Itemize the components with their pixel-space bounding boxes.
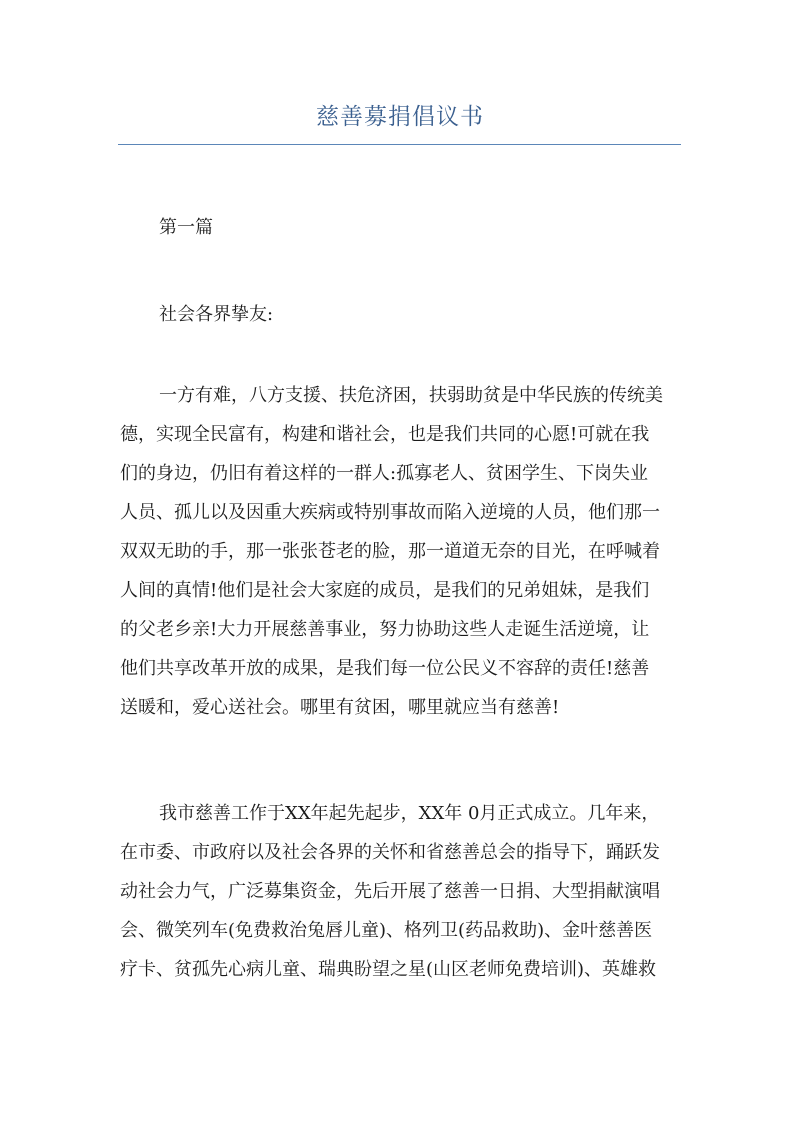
paragraph-line: 双双无助的手，那一张张苍老的脸，那一道道无奈的目光，在呼喊着 (120, 541, 660, 562)
paragraph-1 (120, 376, 688, 727)
paragraph-line: 疗卡、贫孤先心病儿童、瑞典盼望之星(山区老师免费培训)、英雄救 (120, 959, 657, 980)
paragraph-line: 会、微笑列车(免费救治兔唇儿童)、格列卫(药品救助)、金叶慈善医 (120, 920, 653, 941)
paragraph-line: 一方有难，八方支援、扶危济困，扶弱助贫是中华民族的传统美 (159, 385, 663, 406)
paragraph-line: 德，实现全民富有，构建和谐社会，也是我们共同的心愿!可就在我 (120, 424, 650, 445)
paragraph-line: 他们共享改革开放的成果，是我们每一位公民义不容辞的责任!慈善 (120, 658, 650, 679)
paragraph-2 (120, 794, 688, 989)
paragraph-line: 动社会力气，广泛募集资金，先后开展了慈善一日捐、大型捐献演唱 (120, 881, 660, 902)
paragraph-line: 在市委、市政府以及社会各界的关怀和省慈善总会的指导下，踊跃发 (120, 842, 660, 863)
paragraph-line: 送暖和，爱心送社会。哪里有贫困，哪里就应当有慈善! (120, 697, 560, 718)
chapter-heading (120, 208, 688, 247)
paragraph-line: 的父老乡亲!大力开展慈善事业，努力协助这些人走诞生活逆境，让 (120, 619, 650, 640)
document-title: 慈善募捐倡议书 (316, 104, 484, 130)
paragraph-line: 人间的真情!他们是社会大家庭的成员，是我们的兄弟姐妹，是我们 (120, 580, 650, 601)
title-underline (118, 144, 681, 145)
salutation (120, 295, 688, 334)
paragraph-line: 人员、孤儿以及因重大疾病或特别事故而陷入逆境的人员，他们那一 (120, 502, 660, 523)
salutation-text: 社会各界挚友: (159, 304, 274, 325)
paragraph-line: 们的身边，仍旧有着这样的一群人:孤寡老人、贫困学生、下岗失业 (120, 463, 649, 484)
paragraph-line: 我市慈善工作于XX年起先起步，XX年 0月正式成立。几年来， (159, 803, 660, 824)
chapter-label: 第一篇 (159, 217, 213, 238)
